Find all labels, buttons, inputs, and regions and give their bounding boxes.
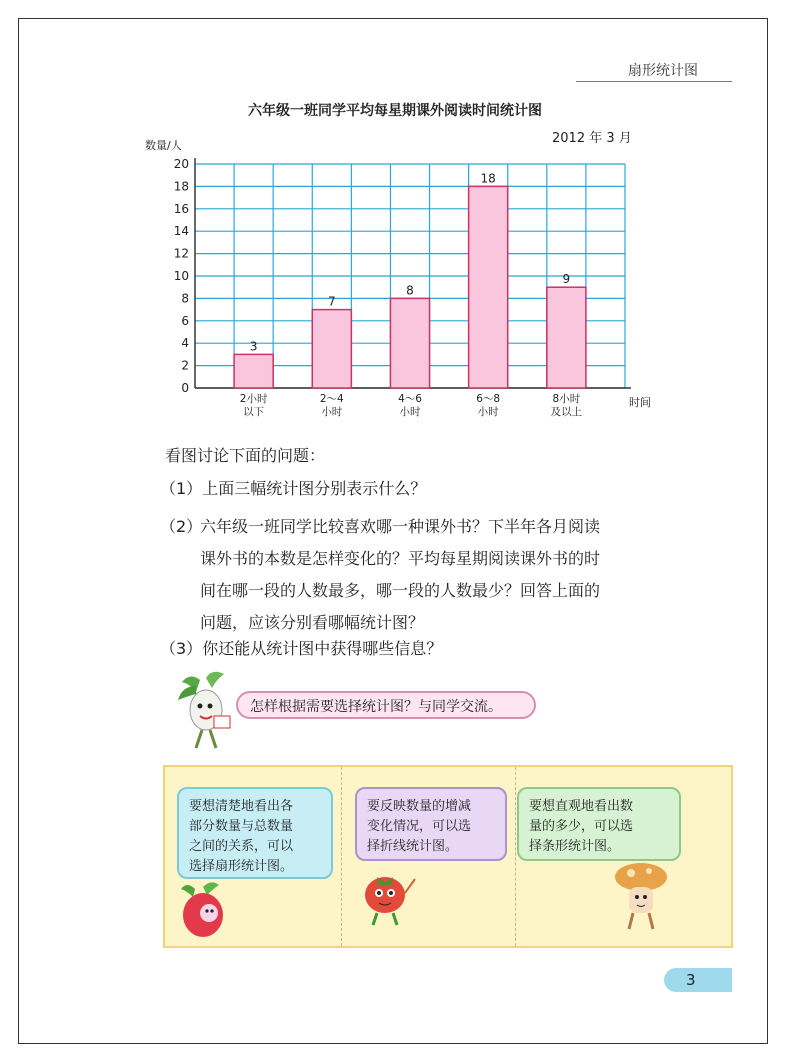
y-tick-label: 20 bbox=[173, 157, 189, 171]
tip-line: 量的多少，可以选 bbox=[529, 819, 634, 834]
y-tick-label: 0 bbox=[181, 381, 189, 395]
tip-line: 择折线统计图。 bbox=[367, 839, 459, 854]
y-tick-label: 8 bbox=[181, 291, 189, 306]
question-2-number: （2） bbox=[160, 517, 203, 536]
bar-chart-tip-bubble bbox=[517, 787, 681, 861]
radish-character-icon bbox=[170, 670, 240, 755]
radish-character-icon bbox=[177, 879, 233, 943]
y-axis-label: 数量/人 bbox=[145, 139, 182, 152]
questions-intro: 看图讨论下面的问题： bbox=[165, 446, 326, 465]
question-3-number: （3） bbox=[160, 639, 203, 658]
question-3-text: 你还能从统计图中获得哪些信息？ bbox=[202, 639, 443, 658]
x-axis-label: 时间 bbox=[629, 396, 651, 409]
running-head: 扇形统计图 bbox=[576, 60, 732, 82]
bar-value-label: 9 bbox=[562, 272, 571, 287]
bar bbox=[547, 287, 586, 388]
chart-date: 2012 年 3 月 bbox=[552, 131, 632, 146]
question-2-line: 间在哪一段的人数最多，哪一段的人数最少？回答上面的 bbox=[200, 581, 601, 600]
panel-divider bbox=[341, 767, 342, 946]
bar bbox=[469, 186, 508, 388]
panel-divider bbox=[515, 767, 516, 946]
tip-line: 要想清楚地看出各 bbox=[189, 799, 294, 814]
x-tick-label: 以下 bbox=[243, 406, 265, 418]
discussion-panel bbox=[163, 765, 733, 948]
tip-line: 择条形统计图。 bbox=[529, 839, 621, 854]
tip-line: 要想直观地看出数 bbox=[529, 799, 634, 814]
bar-value-label: 3 bbox=[249, 339, 258, 354]
mushroom-character-icon bbox=[611, 859, 673, 935]
bar bbox=[312, 310, 351, 388]
question-2-text bbox=[200, 511, 678, 639]
page-number: 3 bbox=[664, 968, 732, 992]
bar-value-label: 18 bbox=[480, 171, 496, 186]
bar-chart bbox=[140, 135, 660, 430]
question-2-line: 六年级一班同学比较喜欢哪一种课外书？下半年各月阅读 bbox=[200, 517, 601, 536]
tip-line: 变化情况，可以选 bbox=[367, 819, 472, 834]
bar bbox=[390, 298, 429, 388]
tip-line: 要反映数量的增减 bbox=[367, 799, 472, 814]
x-tick-label: 小时 bbox=[477, 406, 499, 418]
tip-line: 选择扇形统计图。 bbox=[189, 859, 294, 874]
y-tick-label: 6 bbox=[181, 313, 189, 328]
y-tick-label: 2 bbox=[181, 358, 189, 373]
y-tick-label: 10 bbox=[173, 269, 189, 283]
y-tick-label: 4 bbox=[181, 336, 189, 351]
x-tick-label: 4～6 bbox=[398, 393, 422, 405]
question-1 bbox=[160, 473, 426, 505]
bar-value-label: 8 bbox=[406, 283, 414, 298]
pie-chart-tip-bubble bbox=[177, 787, 333, 879]
x-tick-label: 及以上 bbox=[550, 406, 583, 418]
question-2-line: 课外书的本数是怎样变化的？平均每星期阅读课外书的时 bbox=[200, 549, 601, 568]
y-tick-label: 16 bbox=[173, 201, 189, 216]
x-tick-label: 小时 bbox=[321, 406, 343, 418]
x-tick-label: 8小时 bbox=[552, 393, 581, 405]
x-tick-label: 2～4 bbox=[319, 393, 344, 405]
tip-line: 部分数量与总数量 bbox=[189, 819, 294, 834]
line-chart-tip-bubble bbox=[355, 787, 507, 861]
tip-line: 之间的关系，可以 bbox=[189, 839, 294, 854]
question-1-number: （1） bbox=[160, 479, 203, 498]
question-2-line: 问题，应该分别看哪幅统计图？ bbox=[200, 613, 425, 632]
main-speech-bubble: 怎样根据需要选择统计图？与同学交流。 bbox=[236, 691, 536, 719]
chart-title: 六年级一班同学平均每星期课外阅读时间统计图 bbox=[248, 103, 542, 119]
bar-value-label: 7 bbox=[327, 294, 336, 309]
tomato-character-icon bbox=[355, 863, 425, 933]
x-tick-label: 小时 bbox=[399, 406, 421, 418]
y-tick-label: 14 bbox=[173, 224, 189, 239]
x-tick-label: 2小时 bbox=[239, 393, 268, 405]
x-tick-label: 6～8 bbox=[476, 393, 501, 405]
question-1-text: 上面三幅统计图分别表示什么？ bbox=[202, 479, 427, 498]
bar bbox=[234, 354, 273, 388]
y-tick-label: 18 bbox=[173, 179, 189, 194]
question-3 bbox=[160, 633, 442, 665]
y-tick-label: 12 bbox=[173, 246, 189, 261]
